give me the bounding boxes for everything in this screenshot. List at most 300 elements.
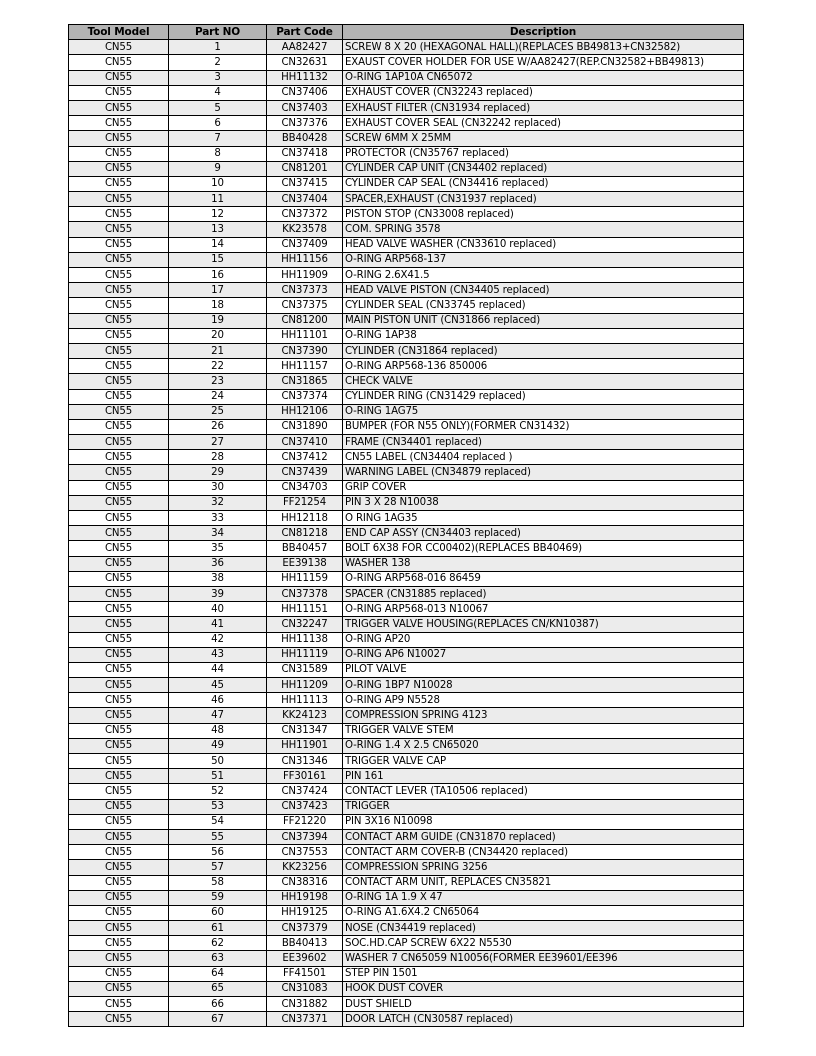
cell-part-no: 9: [169, 161, 267, 176]
cell-tool-model: CN55: [69, 829, 169, 844]
cell-description: CONTACT ARM GUIDE (CN31870 replaced): [343, 829, 744, 844]
cell-tool-model: CN55: [69, 754, 169, 769]
cell-description: O-RING 1AG75: [343, 404, 744, 419]
parts-table: [68, 24, 744, 1027]
cell-part-no: 20: [169, 328, 267, 343]
cell-part-code: HH11138: [267, 632, 343, 647]
header-part-code: Part Code: [267, 25, 343, 40]
cell-description: CYLINDER RING (CN31429 replaced): [343, 389, 744, 404]
cell-part-code: CN37376: [267, 116, 343, 131]
table-row: [69, 404, 744, 419]
cell-part-code: CN37412: [267, 450, 343, 465]
cell-tool-model: CN55: [69, 556, 169, 571]
cell-part-no: 54: [169, 814, 267, 829]
cell-part-code: CN37439: [267, 465, 343, 480]
cell-part-no: 50: [169, 754, 267, 769]
cell-part-no: 1: [169, 40, 267, 55]
table-row: [69, 571, 744, 586]
cell-tool-model: CN55: [69, 85, 169, 100]
cell-description: GRIP COVER: [343, 480, 744, 495]
cell-tool-model: CN55: [69, 526, 169, 541]
table-row: [69, 207, 744, 222]
table-row: [69, 161, 744, 176]
cell-part-no: 47: [169, 708, 267, 723]
cell-part-code: HH11119: [267, 647, 343, 662]
cell-description: WASHER 138: [343, 556, 744, 571]
cell-tool-model: CN55: [69, 602, 169, 617]
cell-description: O-RING 2.6X41.5: [343, 268, 744, 283]
cell-part-code: CN31346: [267, 754, 343, 769]
cell-tool-model: CN55: [69, 192, 169, 207]
cell-part-code: HH12118: [267, 511, 343, 526]
cell-part-code: CN37404: [267, 192, 343, 207]
cell-part-no: 6: [169, 116, 267, 131]
table-row: [69, 252, 744, 267]
table-row: [69, 359, 744, 374]
cell-tool-model: CN55: [69, 435, 169, 450]
table-row: [69, 754, 744, 769]
cell-part-code: FF21254: [267, 495, 343, 510]
cell-description: SPACER,EXHAUST (CN31937 replaced): [343, 192, 744, 207]
cell-description: EXHAUST COVER SEAL (CN32242 replaced): [343, 116, 744, 131]
cell-tool-model: CN55: [69, 541, 169, 556]
cell-description: COMPRESSION SPRING 4123: [343, 708, 744, 723]
table-row: [69, 586, 744, 601]
cell-part-no: 5: [169, 100, 267, 115]
cell-description: DOOR LATCH (CN30587 replaced): [343, 1012, 744, 1027]
table-row: [69, 222, 744, 237]
cell-part-no: 29: [169, 465, 267, 480]
table-row: [69, 693, 744, 708]
cell-tool-model: CN55: [69, 981, 169, 996]
cell-part-no: 64: [169, 966, 267, 981]
cell-part-no: 55: [169, 829, 267, 844]
cell-tool-model: CN55: [69, 1012, 169, 1027]
table-row: [69, 981, 744, 996]
table-row: [69, 131, 744, 146]
cell-tool-model: CN55: [69, 313, 169, 328]
cell-tool-model: CN55: [69, 252, 169, 267]
cell-description: EXHAUST COVER (CN32243 replaced): [343, 85, 744, 100]
cell-part-code: CN37373: [267, 283, 343, 298]
cell-part-no: 2: [169, 55, 267, 70]
cell-part-no: 32: [169, 495, 267, 510]
cell-part-no: 51: [169, 769, 267, 784]
cell-part-no: 3: [169, 70, 267, 85]
cell-description: CN55 LABEL (CN34404 replaced ): [343, 450, 744, 465]
table-row: [69, 313, 744, 328]
cell-part-no: 56: [169, 845, 267, 860]
cell-part-no: 7: [169, 131, 267, 146]
cell-part-no: 15: [169, 252, 267, 267]
cell-part-no: 16: [169, 268, 267, 283]
cell-description: SCREW 8 X 20 (HEXAGONAL HALL)(REPLACES BB49813+CN32582): [343, 40, 744, 55]
cell-part-no: 45: [169, 678, 267, 693]
table-row: [69, 176, 744, 191]
cell-tool-model: CN55: [69, 647, 169, 662]
cell-tool-model: CN55: [69, 738, 169, 753]
cell-tool-model: CN55: [69, 116, 169, 131]
cell-description: CYLINDER CAP UNIT (CN34402 replaced): [343, 161, 744, 176]
table-row: [69, 556, 744, 571]
cell-part-no: 14: [169, 237, 267, 252]
cell-part-no: 57: [169, 860, 267, 875]
table-row: [69, 495, 744, 510]
cell-tool-model: CN55: [69, 678, 169, 693]
cell-description: O-RING ARP568-136 850006: [343, 359, 744, 374]
cell-part-no: 62: [169, 936, 267, 951]
cell-tool-model: CN55: [69, 905, 169, 920]
cell-tool-model: CN55: [69, 343, 169, 358]
cell-part-no: 28: [169, 450, 267, 465]
cell-part-code: CN81218: [267, 526, 343, 541]
cell-part-code: CN37403: [267, 100, 343, 115]
table-row: [69, 632, 744, 647]
cell-tool-model: CN55: [69, 465, 169, 480]
table-row: [69, 708, 744, 723]
table-row: [69, 328, 744, 343]
cell-part-code: HH11909: [267, 268, 343, 283]
table-row: [69, 116, 744, 131]
cell-part-code: CN37553: [267, 845, 343, 860]
cell-part-code: HH11901: [267, 738, 343, 753]
cell-part-code: CN31347: [267, 723, 343, 738]
cell-part-no: 63: [169, 951, 267, 966]
cell-part-code: HH11159: [267, 571, 343, 586]
cell-part-code: HH11209: [267, 678, 343, 693]
table-row: [69, 662, 744, 677]
cell-tool-model: CN55: [69, 890, 169, 905]
cell-description: NOSE (CN34419 replaced): [343, 921, 744, 936]
cell-description: PIN 161: [343, 769, 744, 784]
cell-part-no: 27: [169, 435, 267, 450]
cell-part-no: 59: [169, 890, 267, 905]
cell-description: COM. SPRING 3578: [343, 222, 744, 237]
cell-description: SOC.HD.CAP SCREW 6X22 N5530: [343, 936, 744, 951]
table-row: [69, 511, 744, 526]
cell-part-no: 43: [169, 647, 267, 662]
cell-part-no: 12: [169, 207, 267, 222]
cell-tool-model: CN55: [69, 951, 169, 966]
cell-part-code: CN37371: [267, 1012, 343, 1027]
table-row: [69, 146, 744, 161]
cell-description: SPACER (CN31885 replaced): [343, 586, 744, 601]
cell-description: CONTACT ARM UNIT, REPLACES CN35821: [343, 875, 744, 890]
cell-part-code: KK23256: [267, 860, 343, 875]
cell-tool-model: CN55: [69, 480, 169, 495]
cell-description: EXHAUST FILTER (CN31934 replaced): [343, 100, 744, 115]
cell-description: O-RING ARP568-013 N10067: [343, 602, 744, 617]
cell-part-code: BB40428: [267, 131, 343, 146]
cell-description: WASHER 7 CN65059 N10056(FORMER EE39601/EE396: [343, 951, 744, 966]
cell-part-no: 41: [169, 617, 267, 632]
cell-part-code: CN37415: [267, 176, 343, 191]
cell-part-code: HH11132: [267, 70, 343, 85]
cell-description: TRIGGER VALVE STEM: [343, 723, 744, 738]
table-row: [69, 723, 744, 738]
cell-description: DUST SHIELD: [343, 997, 744, 1012]
cell-description: CHECK VALVE: [343, 374, 744, 389]
cell-tool-model: CN55: [69, 404, 169, 419]
cell-tool-model: CN55: [69, 586, 169, 601]
cell-part-no: 23: [169, 374, 267, 389]
cell-part-code: HH19198: [267, 890, 343, 905]
cell-tool-model: CN55: [69, 419, 169, 434]
cell-part-no: 19: [169, 313, 267, 328]
cell-tool-model: CN55: [69, 814, 169, 829]
cell-part-code: FF41501: [267, 966, 343, 981]
cell-description: O-RING 1BP7 N10028: [343, 678, 744, 693]
cell-tool-model: CN55: [69, 693, 169, 708]
table-row: [69, 1012, 744, 1027]
table-row: [69, 526, 744, 541]
cell-part-code: HH11101: [267, 328, 343, 343]
cell-description: CONTACT ARM COVER-B (CN34420 replaced): [343, 845, 744, 860]
cell-tool-model: CN55: [69, 55, 169, 70]
cell-part-code: CN37378: [267, 586, 343, 601]
cell-tool-model: CN55: [69, 511, 169, 526]
cell-part-code: HH11113: [267, 693, 343, 708]
cell-part-no: 61: [169, 921, 267, 936]
cell-description: HOOK DUST COVER: [343, 981, 744, 996]
table-row: [69, 921, 744, 936]
cell-tool-model: CN55: [69, 723, 169, 738]
cell-tool-model: CN55: [69, 237, 169, 252]
cell-description: BUMPER (FOR N55 ONLY)(FORMER CN31432): [343, 419, 744, 434]
cell-tool-model: CN55: [69, 146, 169, 161]
cell-part-no: 42: [169, 632, 267, 647]
cell-part-no: 8: [169, 146, 267, 161]
table-row: [69, 845, 744, 860]
cell-tool-model: CN55: [69, 966, 169, 981]
cell-part-no: 52: [169, 784, 267, 799]
cell-description: BOLT 6X38 FOR CC00402)(REPLACES BB40469): [343, 541, 744, 556]
cell-tool-model: CN55: [69, 617, 169, 632]
cell-tool-model: CN55: [69, 799, 169, 814]
table-row: [69, 890, 744, 905]
cell-part-no: 46: [169, 693, 267, 708]
table-body: [69, 40, 744, 1027]
table-row: [69, 617, 744, 632]
cell-tool-model: CN55: [69, 495, 169, 510]
cell-part-code: CN32247: [267, 617, 343, 632]
cell-part-no: 58: [169, 875, 267, 890]
table-row: [69, 419, 744, 434]
cell-part-no: 38: [169, 571, 267, 586]
cell-description: O-RING A1.6X4.2 CN65064: [343, 905, 744, 920]
cell-description: O RING 1AG35: [343, 511, 744, 526]
cell-description: O-RING 1AP10A CN65072: [343, 70, 744, 85]
table-row: [69, 602, 744, 617]
cell-part-code: CN37418: [267, 146, 343, 161]
cell-part-code: CN37379: [267, 921, 343, 936]
cell-part-no: 35: [169, 541, 267, 556]
header-row: [69, 25, 744, 40]
cell-tool-model: CN55: [69, 997, 169, 1012]
table-row: [69, 997, 744, 1012]
cell-part-code: CN37372: [267, 207, 343, 222]
cell-part-no: 13: [169, 222, 267, 237]
cell-part-no: 18: [169, 298, 267, 313]
cell-description: WARNING LABEL (CN34879 replaced): [343, 465, 744, 480]
cell-tool-model: CN55: [69, 70, 169, 85]
cell-description: TRIGGER VALVE CAP: [343, 754, 744, 769]
cell-part-code: CN37424: [267, 784, 343, 799]
cell-description: O-RING 1A 1.9 X 47: [343, 890, 744, 905]
cell-tool-model: CN55: [69, 662, 169, 677]
cell-part-no: 10: [169, 176, 267, 191]
table-row: [69, 374, 744, 389]
cell-part-no: 33: [169, 511, 267, 526]
table-row: [69, 769, 744, 784]
cell-part-code: HH11157: [267, 359, 343, 374]
cell-part-code: CN37375: [267, 298, 343, 313]
cell-description: PISTON STOP (CN33008 replaced): [343, 207, 744, 222]
cell-tool-model: CN55: [69, 374, 169, 389]
table-row: [69, 799, 744, 814]
cell-description: HEAD VALVE WASHER (CN33610 replaced): [343, 237, 744, 252]
cell-description: EXAUST COVER HOLDER FOR USE W/AA82427(REP.CN32582+BB49813): [343, 55, 744, 70]
cell-description: PROTECTOR (CN35767 replaced): [343, 146, 744, 161]
table-row: [69, 343, 744, 358]
cell-part-code: HH12106: [267, 404, 343, 419]
table-row: [69, 860, 744, 875]
cell-part-code: FF30161: [267, 769, 343, 784]
cell-description: TRIGGER: [343, 799, 744, 814]
table-row: [69, 480, 744, 495]
table-row: [69, 738, 744, 753]
cell-tool-model: CN55: [69, 176, 169, 191]
cell-part-no: 21: [169, 343, 267, 358]
cell-tool-model: CN55: [69, 845, 169, 860]
table-row: [69, 192, 744, 207]
cell-part-code: CN37423: [267, 799, 343, 814]
table-row: [69, 100, 744, 115]
cell-part-no: 26: [169, 419, 267, 434]
cell-tool-model: CN55: [69, 389, 169, 404]
cell-description: CYLINDER (CN31864 replaced): [343, 343, 744, 358]
cell-description: FRAME (CN34401 replaced): [343, 435, 744, 450]
cell-description: O-RING ARP568-016 86459: [343, 571, 744, 586]
cell-part-no: 53: [169, 799, 267, 814]
table-row: [69, 40, 744, 55]
cell-description: O-RING 1.4 X 2.5 CN65020: [343, 738, 744, 753]
cell-description: MAIN PISTON UNIT (CN31866 replaced): [343, 313, 744, 328]
table-row: [69, 678, 744, 693]
cell-description: O-RING AP6 N10027: [343, 647, 744, 662]
cell-part-no: 66: [169, 997, 267, 1012]
header-tool-model: Tool Model: [69, 25, 169, 40]
cell-tool-model: CN55: [69, 359, 169, 374]
table-row: [69, 814, 744, 829]
table-row: [69, 936, 744, 951]
table-header: [69, 25, 744, 40]
cell-description: O-RING ARP568-137: [343, 252, 744, 267]
table-row: [69, 875, 744, 890]
cell-tool-model: CN55: [69, 40, 169, 55]
cell-tool-model: CN55: [69, 283, 169, 298]
cell-tool-model: CN55: [69, 298, 169, 313]
cell-part-code: CN31865: [267, 374, 343, 389]
cell-part-no: 40: [169, 602, 267, 617]
cell-part-no: 36: [169, 556, 267, 571]
cell-tool-model: CN55: [69, 632, 169, 647]
cell-part-code: CN81201: [267, 161, 343, 176]
cell-part-code: BB40457: [267, 541, 343, 556]
cell-tool-model: CN55: [69, 161, 169, 176]
cell-part-code: KK23578: [267, 222, 343, 237]
cell-part-code: CN37409: [267, 237, 343, 252]
table-row: [69, 450, 744, 465]
cell-tool-model: CN55: [69, 921, 169, 936]
table-row: [69, 85, 744, 100]
table-row: [69, 829, 744, 844]
cell-part-code: HH19125: [267, 905, 343, 920]
table-row: [69, 268, 744, 283]
table-row: [69, 541, 744, 556]
cell-description: PIN 3X16 N10098: [343, 814, 744, 829]
table-row: [69, 905, 744, 920]
cell-part-code: CN37394: [267, 829, 343, 844]
cell-tool-model: CN55: [69, 207, 169, 222]
cell-tool-model: CN55: [69, 222, 169, 237]
cell-part-code: CN81200: [267, 313, 343, 328]
cell-tool-model: CN55: [69, 100, 169, 115]
cell-description: O-RING AP9 N5528: [343, 693, 744, 708]
cell-part-no: 60: [169, 905, 267, 920]
cell-part-code: CN31890: [267, 419, 343, 434]
cell-part-code: EE39138: [267, 556, 343, 571]
cell-part-code: BB40413: [267, 936, 343, 951]
table-row: [69, 784, 744, 799]
cell-description: O-RING 1AP38: [343, 328, 744, 343]
cell-part-no: 44: [169, 662, 267, 677]
cell-tool-model: CN55: [69, 450, 169, 465]
header-part-no: Part NO: [169, 25, 267, 40]
cell-part-no: 30: [169, 480, 267, 495]
cell-tool-model: CN55: [69, 131, 169, 146]
cell-part-no: 11: [169, 192, 267, 207]
cell-tool-model: CN55: [69, 860, 169, 875]
cell-description: TRIGGER VALVE HOUSING(REPLACES CN/KN10387): [343, 617, 744, 632]
cell-part-code: CN31589: [267, 662, 343, 677]
cell-part-no: 4: [169, 85, 267, 100]
cell-tool-model: CN55: [69, 708, 169, 723]
cell-part-code: CN37406: [267, 85, 343, 100]
cell-part-code: CN38316: [267, 875, 343, 890]
cell-description: CYLINDER SEAL (CN33745 replaced): [343, 298, 744, 313]
cell-part-code: CN34703: [267, 480, 343, 495]
table-row: [69, 647, 744, 662]
cell-description: HEAD VALVE PISTON (CN34405 replaced): [343, 283, 744, 298]
cell-part-no: 25: [169, 404, 267, 419]
cell-part-no: 24: [169, 389, 267, 404]
cell-description: END CAP ASSY (CN34403 replaced): [343, 526, 744, 541]
cell-description: STEP PIN 1501: [343, 966, 744, 981]
cell-part-code: CN32631: [267, 55, 343, 70]
cell-part-no: 22: [169, 359, 267, 374]
table-row: [69, 70, 744, 85]
table-row: [69, 435, 744, 450]
table-row: [69, 298, 744, 313]
cell-description: PIN 3 X 28 N10038: [343, 495, 744, 510]
cell-part-code: HH11151: [267, 602, 343, 617]
cell-description: CYLINDER CAP SEAL (CN34416 replaced): [343, 176, 744, 191]
cell-description: PILOT VALVE: [343, 662, 744, 677]
cell-description: SCREW 6MM X 25MM: [343, 131, 744, 146]
cell-part-no: 65: [169, 981, 267, 996]
table-row: [69, 389, 744, 404]
